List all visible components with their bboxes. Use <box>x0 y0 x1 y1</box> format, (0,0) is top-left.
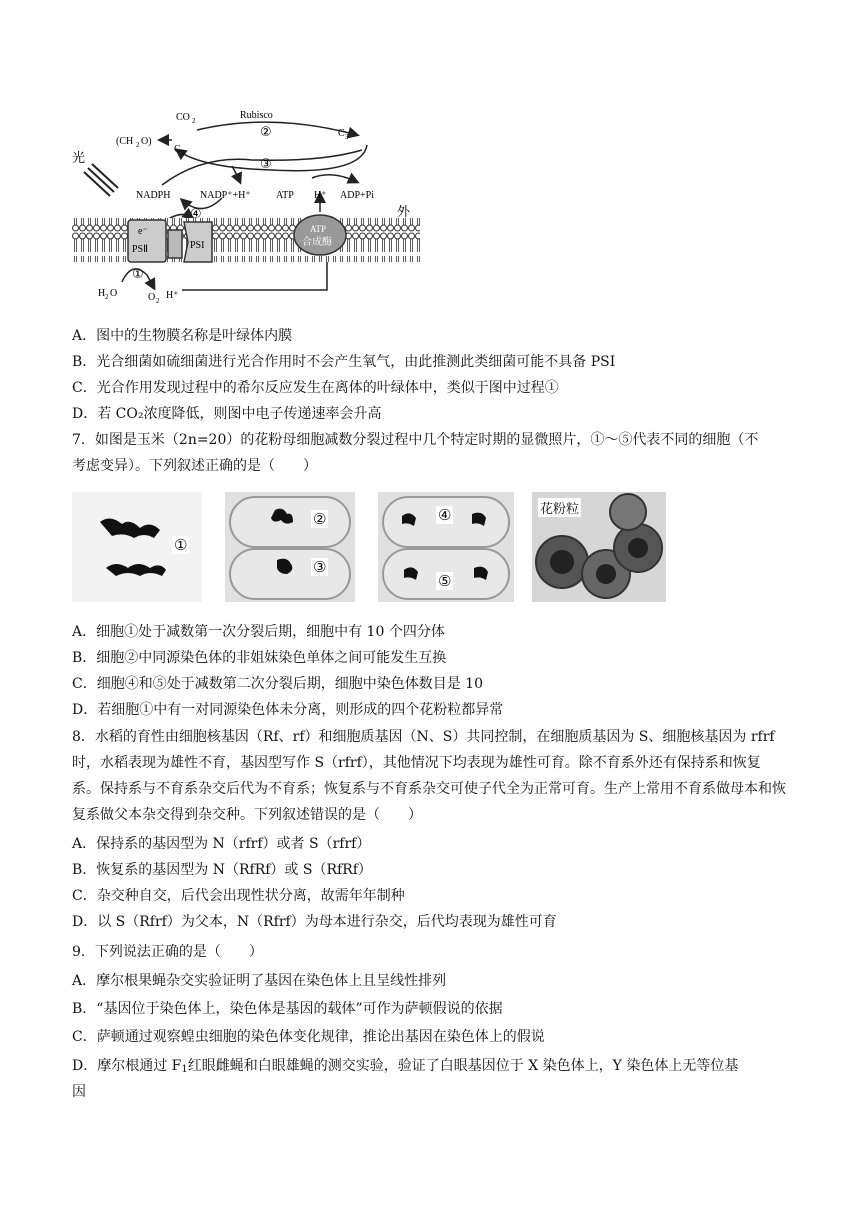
q9-option-d-pre: D．摩尔根通过 F <box>72 1058 182 1074</box>
label-step-4: ④ <box>190 207 202 222</box>
q9-option-d <box>72 1057 738 1079</box>
q6-option-d: D．若 CO₂浓度降低，则图中电子传递速率会升高 <box>72 406 382 422</box>
q9-option-d-line2: 因 <box>72 1084 86 1100</box>
micrograph-cells-4-5 <box>378 492 514 602</box>
label-ch2o-sub: 2 <box>136 141 140 149</box>
q9-stem: 9．下列说法正确的是（ ） <box>72 944 263 960</box>
label-atp-synthase-2: 合成酶 <box>302 237 332 248</box>
light-rays-icon <box>84 164 118 196</box>
thylakoid-membrane <box>72 218 420 262</box>
label-step-2: ② <box>260 125 272 140</box>
label-step-3: ③ <box>260 157 272 172</box>
micrograph-cells-2-3 <box>225 492 355 602</box>
label-h2o-end: O <box>110 288 118 299</box>
label-co2-sub: 2 <box>192 117 196 125</box>
label-nadph: NADPH <box>136 190 171 201</box>
label-c3-sub: 3 <box>345 133 349 141</box>
label-atp-synthase-1: ATP <box>310 224 327 234</box>
q6-option-a: A．图中的生物膜名称是叶绿体内膜 <box>72 328 293 344</box>
q9-option-d-sub: 1 <box>181 1064 188 1075</box>
label-eminus: e⁻ <box>138 226 148 237</box>
label-step-1: ① <box>132 267 144 282</box>
q8-option-d: D．以 S（Rfrf）为父本，N（Rfrf）为母本进行杂交，后代均表现为雄性可育 <box>72 914 557 930</box>
label-c5: C <box>174 144 181 155</box>
label-h-bottom: H⁺ <box>166 290 179 301</box>
atp-synthase-complex <box>294 215 346 255</box>
q8-option-c: C．杂交种自交，后代会出现性状分离，故需年年制种 <box>72 888 405 904</box>
q7-stem-line1: 7．如图是玉米（2n=20）的花粉母细胞减数分裂过程中几个特定时期的显微照片，①～⑤代表不同的细胞（不 <box>72 432 759 448</box>
cycle-arc-c3-c5 <box>177 145 367 171</box>
photosynthesis-diagram <box>72 100 422 305</box>
photo-label-5: ⑤ <box>438 572 452 590</box>
label-h2o-sub: 2 <box>105 293 109 301</box>
q8-stem: 8．水稻的育性由细胞核基因（Rf、rf）和细胞质基因（N、S）共同控制，在细胞质基因为 S、细胞核基因为 rfrf 时，水稻表现为雄性不育，基因型写作 S（rfrf），其他情况下均表现为雄性可育。除不育系外还有保持系和恢复系。保持系与不育系杂交后代为不育系；恢复系与不育系杂交可使子代全为正常可育。生产上常用不育系做母本和恢复系做父本杂交得到杂交种。下列叙述错误的是（ ） <box>72 729 786 823</box>
q9-option-b: B．“基因位于染色体上，染色体是基因的载体”可作为萨顿假说的依据 <box>72 1001 503 1017</box>
q9-option-a: A．摩尔根果蝇杂交实验证明了基因在染色体上且呈线性排列 <box>72 973 447 989</box>
label-outside: 外 <box>397 204 411 219</box>
label-o2: O <box>148 292 156 303</box>
label-ch2o: (CH <box>116 136 134 147</box>
label-psi: PSI <box>190 240 205 251</box>
q7-option-a: A．细胞①处于减数第一次分裂后期，细胞中有 10 个四分体 <box>72 624 445 640</box>
photo-label-3: ③ <box>313 558 327 576</box>
q8-option-a: A．保持系的基因型为 N（rfrf）或者 S（rfrf） <box>72 836 371 852</box>
label-o2-sub: 2 <box>156 297 160 305</box>
q7-option-c: C．细胞④和⑤处于减数第二次分裂后期，细胞中染色体数目是 10 <box>72 676 483 692</box>
cytochrome-complex <box>168 230 182 258</box>
label-psii: PSⅡ <box>132 244 149 255</box>
label-c5-sub: 5 <box>181 149 185 157</box>
micrograph-pollen <box>532 492 666 602</box>
label-atp: ATP <box>276 190 294 201</box>
arrow-atp-adp <box>312 175 357 182</box>
label-rubisco: Rubisco <box>240 110 273 121</box>
label-nadp: NADP⁺+H⁺ <box>200 190 251 201</box>
label-ch2o-end: O) <box>141 136 152 147</box>
label-light: 光 <box>72 150 86 165</box>
label-h: H⁺ <box>314 190 327 201</box>
micrograph-cell-1 <box>72 492 202 602</box>
label-co2: CO <box>176 112 190 123</box>
q9-option-c: C．萨顿通过观察蝗虫细胞的染色体变化规律，推论出基因在染色体上的假说 <box>72 1029 545 1045</box>
photo-pollen-label: 花粉粒 <box>538 498 581 517</box>
q9-option-d-post: 红眼雌蝇和白眼雄蝇的测交实验，验证了白眼基因位于 X 染色体上，Y 染色体上无等位基 <box>187 1058 739 1074</box>
label-h2o: H <box>98 288 106 299</box>
cycle-arc-top <box>197 122 357 135</box>
q7-option-d: D．若细胞①中有一对同源染色体未分离，则形成的四个花粉粒都异常 <box>72 702 504 718</box>
q7-stem-line2: 考虑变异）。下列叙述正确的是（ ） <box>72 458 317 474</box>
q8-option-b: B．恢复系的基因型为 N（RfRf）或 S（RfRf） <box>72 862 372 878</box>
label-c3: C <box>338 128 345 139</box>
label-adp: ADP+Pi <box>340 190 374 201</box>
q7-option-b: B．细胞②中同源染色体的非姐妹染色单体之间可能发生互换 <box>72 650 447 666</box>
photo-label-4: ④ <box>438 506 452 524</box>
q6-option-c: C．光合作用发现过程中的希尔反应发生在离体的叶绿体中，类似于图中过程① <box>72 380 559 396</box>
q6-option-b: B．光合细菌如硫细菌进行光合作用时不会产生氧气，由此推测此类细菌可能不具备 PSI <box>72 354 616 370</box>
photo-label-2: ② <box>313 510 327 528</box>
photo-label-1: ① <box>174 536 188 554</box>
